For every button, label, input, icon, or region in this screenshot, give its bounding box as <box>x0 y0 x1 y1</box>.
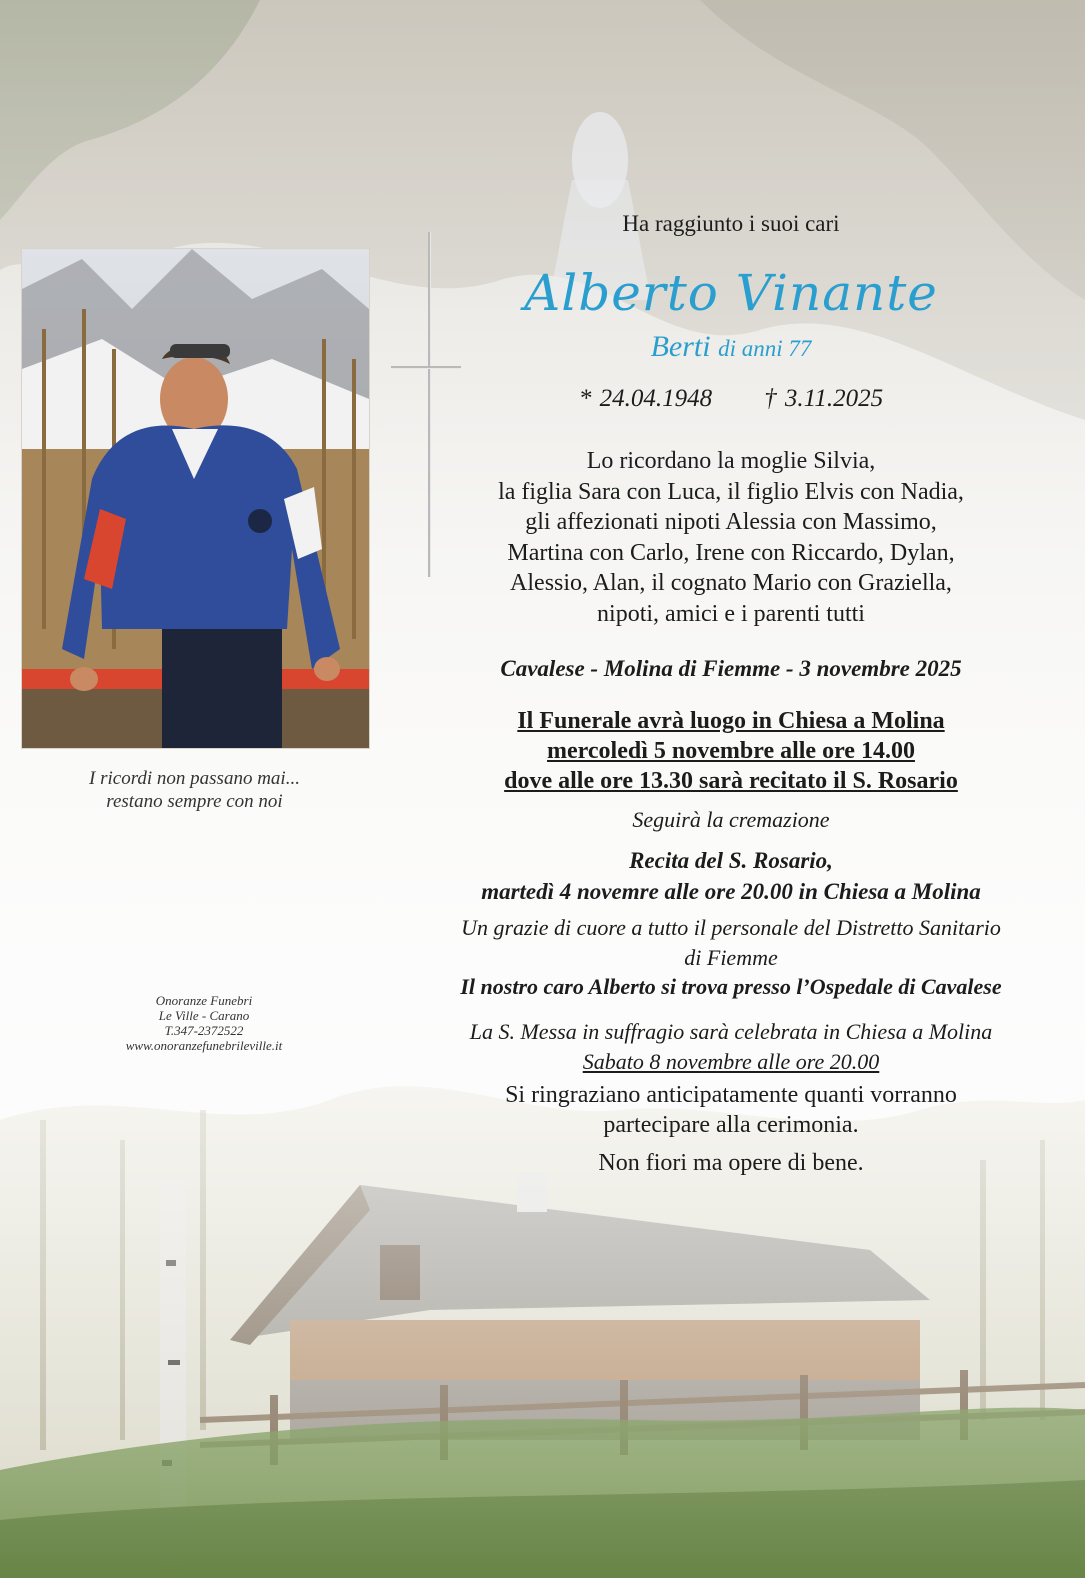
mass-date: Sabato 8 novembre alle ore 20.00 <box>582 1049 880 1074</box>
rosary-line: Recita del S. Rosario, <box>629 848 833 873</box>
agency-location: Le Ville - Carano <box>158 1008 250 1023</box>
memorial-quote <box>21 767 368 813</box>
quote-line: I ricordi non passano mai... <box>89 768 300 789</box>
deceased-name: Alberto Vinante <box>524 264 938 322</box>
rosary-details <box>420 845 1042 907</box>
hospital-note: Il nostro caro Alberto si trova presso l’Ospedale di Cavalese <box>460 974 1002 999</box>
birth-date: * 24.04.1948 <box>578 385 713 412</box>
thanks-line: Un grazie di cuore a tutto il personale del Distretto Sanitario <box>461 915 1001 940</box>
agency-phone: T.347-2372522 <box>164 1023 244 1038</box>
funeral-line: Il Funerale avrà luogo in Chiesa a Molina <box>517 708 945 734</box>
family-list <box>420 446 1042 629</box>
funeral-agency <box>84 993 324 1053</box>
quote-line: restano sempre con noi <box>106 791 283 812</box>
mass-line: La S. Messa in suffragio sarà celebrata in Chiesa a Molina <box>469 1019 993 1044</box>
death-date: † 3.11.2025 <box>764 385 884 412</box>
cremation-note: Seguirà la cremazione <box>632 807 830 832</box>
family-line: nipoti, amici e i parenti tutti <box>597 600 865 627</box>
announcement-header: Ha raggiunto i suoi cari <box>622 211 840 236</box>
funeral-line: mercoledì 5 novembre alle ore 14.00 <box>547 738 915 764</box>
agency-name: Onoranze Funebri <box>155 993 253 1008</box>
mass-details <box>420 1017 1042 1077</box>
funeral-details <box>420 706 1042 796</box>
family-line: gli affezionati nipoti Alessia con Massimo, <box>525 509 937 535</box>
appeal-note <box>420 1080 1042 1140</box>
family-line: la figlia Sara con Luca, il figlio Elvis con Nadia, <box>498 478 964 505</box>
rosary-line: martedì 4 novemre alle ore 20.00 in Chiesa a Molina <box>481 879 981 904</box>
appeal-line: Si ringraziano anticipatamente quanti vorranno <box>505 1082 957 1108</box>
agency-website: www.onoranzefunebrileville.it <box>125 1038 283 1053</box>
nickname: Berti <box>650 330 711 363</box>
family-line: Lo ricordano la moglie Silvia, <box>586 448 876 474</box>
appeal-line: partecipare alla cerimonia. <box>603 1112 859 1138</box>
thanks-note <box>420 913 1042 973</box>
thanks-line: di Fiemme <box>684 945 778 970</box>
funeral-line: dove alle ore 13.30 sarà recitato il S. Rosario <box>504 768 958 794</box>
life-dates <box>420 385 1042 413</box>
age-text: di anni 77 <box>718 336 812 361</box>
place-date: Cavalese - Molina di Fiemme - 3 novembre 2025 <box>500 656 962 681</box>
family-line: Alessio, Alan, il cognato Mario con Graziella, <box>510 570 952 596</box>
family-line: Martina con Carlo, Irene con Riccardo, Dylan, <box>507 539 955 566</box>
portrait-photo <box>21 248 370 749</box>
deceased-nickname <box>420 328 1042 368</box>
flowers-note: Non fiori ma opere di bene. <box>598 1150 864 1176</box>
